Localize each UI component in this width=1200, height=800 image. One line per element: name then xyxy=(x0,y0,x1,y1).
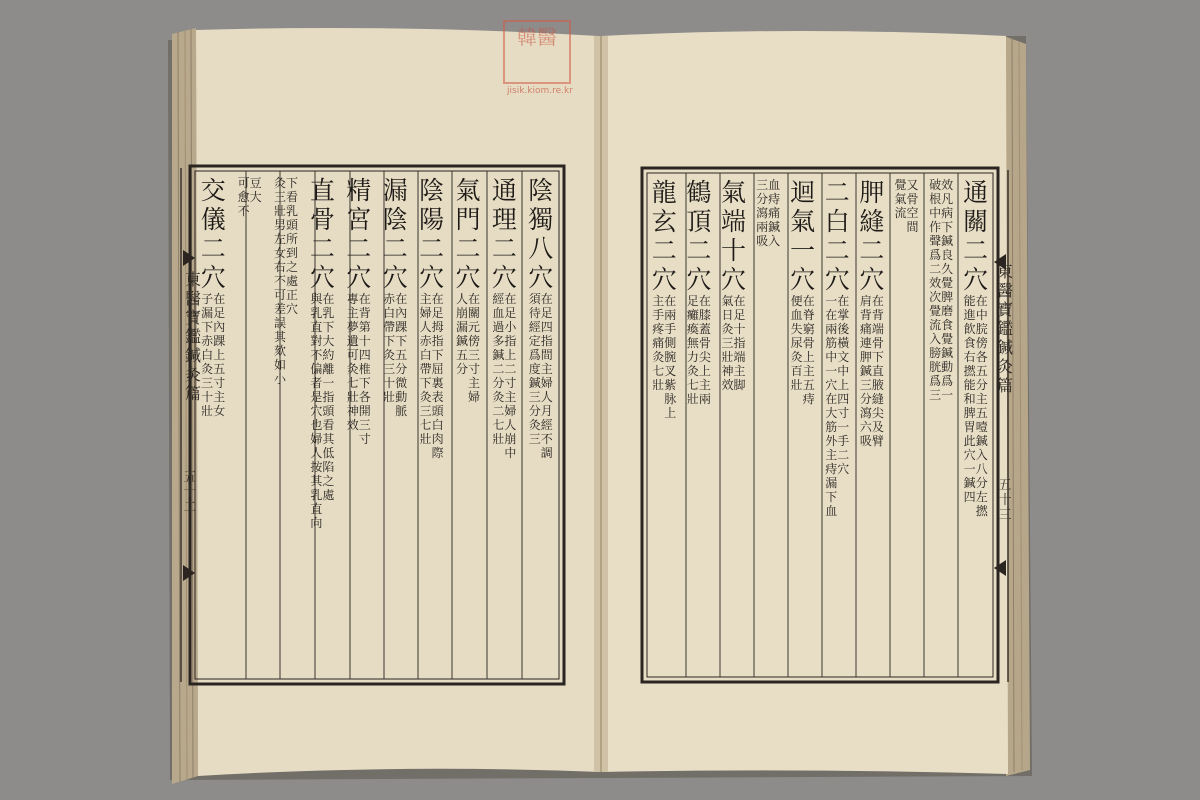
entry-heading: 交 儀 二 穴 xyxy=(200,176,226,292)
entry-heading: 通 關 二 穴 xyxy=(963,178,989,294)
annotation-line: 三 分 瀉 兩 吸 xyxy=(756,178,769,248)
text-column xyxy=(377,176,413,676)
annotation xyxy=(785,294,820,406)
text-column xyxy=(268,176,304,676)
annotation-line: 能 進 飮 食 右 撚 能 和 脾 胃 此 穴 一 鍼 四 xyxy=(963,294,976,504)
text-column xyxy=(647,178,682,674)
entry-heading: 通 理 二 穴 xyxy=(491,176,517,292)
annotation-line: 在 足 內 踝 上 五 寸 主 女 xyxy=(213,292,226,418)
annotation xyxy=(413,292,449,460)
right-folio: 五 十 三 xyxy=(998,478,1012,523)
text-column xyxy=(413,176,449,676)
right-spine-label: 東 醫 寶 鑑 鍼 灸 篇 xyxy=(996,262,1013,395)
annotation-line: 豆 大 xyxy=(249,176,262,204)
annotation-line: 主 婦 人 赤 白 帶 下 灸 三 七 壯 xyxy=(419,292,432,446)
annotation xyxy=(195,292,231,418)
annotation-line: 又 骨 空 間 xyxy=(906,178,919,234)
annotation-line: 在 掌 後 橫 文 中 上 四 寸 一 手 二 穴 xyxy=(837,294,850,476)
text-column xyxy=(751,178,786,674)
annotation-line: 在 乳 下 大 約 離 一 指 頭 看 其 低 陷 之 處 xyxy=(322,292,335,502)
text-column xyxy=(231,176,267,676)
text-column xyxy=(855,178,890,674)
annotation xyxy=(523,292,559,460)
annotation-line: 在 背 端 骨 下 直 腋 縫 尖 及 臂 xyxy=(871,294,884,448)
annotation-line: 在 內 踝 下 五 分 微 動 脈 xyxy=(395,292,408,418)
text-column xyxy=(195,176,231,676)
annotation-line: 經 血 過 多 鍼 二 分 灸 二 七 壯 xyxy=(492,292,505,446)
annotation xyxy=(377,292,413,418)
annotation-line: 氣 日 灸 三 壯 神 效 xyxy=(721,294,734,392)
annotation-line: 破 根 中 作 聲 爲 二 效 次 覺 流 入 膀 胱 爲 三 xyxy=(929,178,942,402)
right-page-text xyxy=(647,178,993,674)
text-column xyxy=(523,176,559,676)
annotation-line: 肩 背 痛 連 胛 鍼 三 分 瀉 六 吸 xyxy=(859,294,872,448)
left-folio: 五 十 二 xyxy=(183,470,197,515)
watermark-seal: 韓醫 xyxy=(503,20,571,84)
annotation xyxy=(855,294,890,448)
text-column xyxy=(682,178,717,674)
text-column xyxy=(820,178,855,674)
text-column xyxy=(341,176,377,676)
entry-heading: 迴 氣 一 穴 xyxy=(790,178,816,294)
entry-heading: 龍 玄 二 穴 xyxy=(651,178,677,294)
annotation xyxy=(682,294,717,406)
annotation xyxy=(889,178,924,234)
entry-heading: 陰 陽 二 穴 xyxy=(419,176,445,292)
annotation-line: 覺 氣 流 xyxy=(894,178,907,220)
annotation-line: 便 血 失 尿 灸 百 壯 xyxy=(790,294,803,392)
annotation-line: 足 癱 瘓 無 力 灸 七 壯 xyxy=(686,294,699,406)
annotation-line: 與 乳 直 對 不 偏 者 是 穴 也 婦 人 按 其 乳 直 向 xyxy=(310,292,323,530)
entry-heading: 二 白 二 穴 xyxy=(824,178,850,294)
annotation-line: 效 凡 病 下 鍼 良 久 覺 脾 磨 食 覺 鍼 動 爲 一 xyxy=(941,178,954,402)
text-column xyxy=(785,178,820,674)
text-column xyxy=(958,178,993,674)
annotation-line: 須 待 經 定 爲 度 鍼 三 分 灸 三 xyxy=(528,292,541,446)
entry-heading: 氣 端 十 穴 xyxy=(720,178,746,294)
text-column xyxy=(924,178,959,674)
annotation xyxy=(231,176,267,218)
annotation-line: 血 痔 痛 鍼 入 xyxy=(768,178,781,248)
annotation xyxy=(647,294,682,420)
text-column xyxy=(450,176,486,676)
text-column xyxy=(304,176,340,676)
annotation-line: 在 足 十 指 端 主 脚 xyxy=(733,294,746,392)
watermark-url: jisik.kiom.re.kr xyxy=(507,86,573,96)
annotation-line: 可 愈 不 xyxy=(237,176,250,218)
annotation-line: 在 關 元 傍 三 寸 主 婦 xyxy=(467,292,480,404)
entry-heading: 鶴 頂 二 穴 xyxy=(686,178,712,294)
text-column xyxy=(716,178,751,674)
entry-heading: 陰 獨 八 穴 xyxy=(528,176,554,292)
annotation-line: 在 足 小 指 上 二 寸 主 婦 人 崩 中 xyxy=(504,292,517,460)
annotation-line: 在 兩 手 側 腕 叉 紫 脉 上 xyxy=(664,294,677,420)
annotation xyxy=(751,178,786,248)
annotation-line: 一 在 兩 筋 中 一 穴 在 大 筋 外 主 痔 漏 下 血 xyxy=(825,294,838,518)
annotation-line: 子 漏 下 赤 白 灸 三 十 壯 xyxy=(201,292,214,418)
entry-heading: 氣 門 二 穴 xyxy=(455,176,481,292)
entry-heading: 精 宮 二 穴 xyxy=(346,176,372,292)
annotation-line: 主 手 疼 痛 灸 七 壯 xyxy=(652,294,665,392)
annotation-line: 專 主 夢 遺 可 灸 七 壯 神 效 xyxy=(346,292,359,432)
annotation xyxy=(958,294,993,518)
annotation-line: 在 足 拇 指 下 屈 裏 表 頭 白 肉 際 xyxy=(431,292,444,460)
annotation-line: 赤 白 帶 下 灸 三 十 壯 xyxy=(383,292,396,404)
annotation xyxy=(268,176,304,386)
text-column xyxy=(486,176,522,676)
annotation-line: 人 崩 漏 鍼 五 分 xyxy=(455,292,468,376)
entry-heading: 胛 縫 二 穴 xyxy=(859,178,885,294)
annotation-line: 在 脊 窮 骨 上 主 五 痔 xyxy=(802,294,815,406)
annotation xyxy=(924,178,959,402)
annotation-line: 在 足 四 指 間 主 婦 人 月 經 不 調 xyxy=(540,292,553,460)
text-column xyxy=(889,178,924,674)
annotation xyxy=(341,292,377,446)
annotation xyxy=(450,292,486,404)
left-spine-label: 東 醫 寶 鑑 鍼 灸 篇 xyxy=(184,270,201,403)
annotation xyxy=(486,292,522,460)
annotation-line: 在 背 第 十 四 椎 下 各 開 三 寸 xyxy=(358,292,371,446)
entry-heading: 直 骨 二 穴 xyxy=(309,176,335,292)
annotation xyxy=(716,294,751,392)
annotation xyxy=(820,294,855,518)
annotation xyxy=(304,292,340,530)
annotation-line: 灸 三 壯 男 左 女 右 不 可 差 誤 其 欬 如 小 xyxy=(273,176,286,386)
left-page-text xyxy=(195,176,559,676)
annotation-line: 在 膝 蓋 骨 尖 上 主 兩 xyxy=(698,294,711,406)
annotation-line: 在 中 脘 傍 各 五 分 主 五 噎 鍼 入 八 分 左 撚 xyxy=(975,294,988,518)
annotation-line: 下 看 乳 頭 所 到 之 處 正 穴 xyxy=(285,176,298,316)
entry-heading: 漏 陰 二 穴 xyxy=(382,176,408,292)
